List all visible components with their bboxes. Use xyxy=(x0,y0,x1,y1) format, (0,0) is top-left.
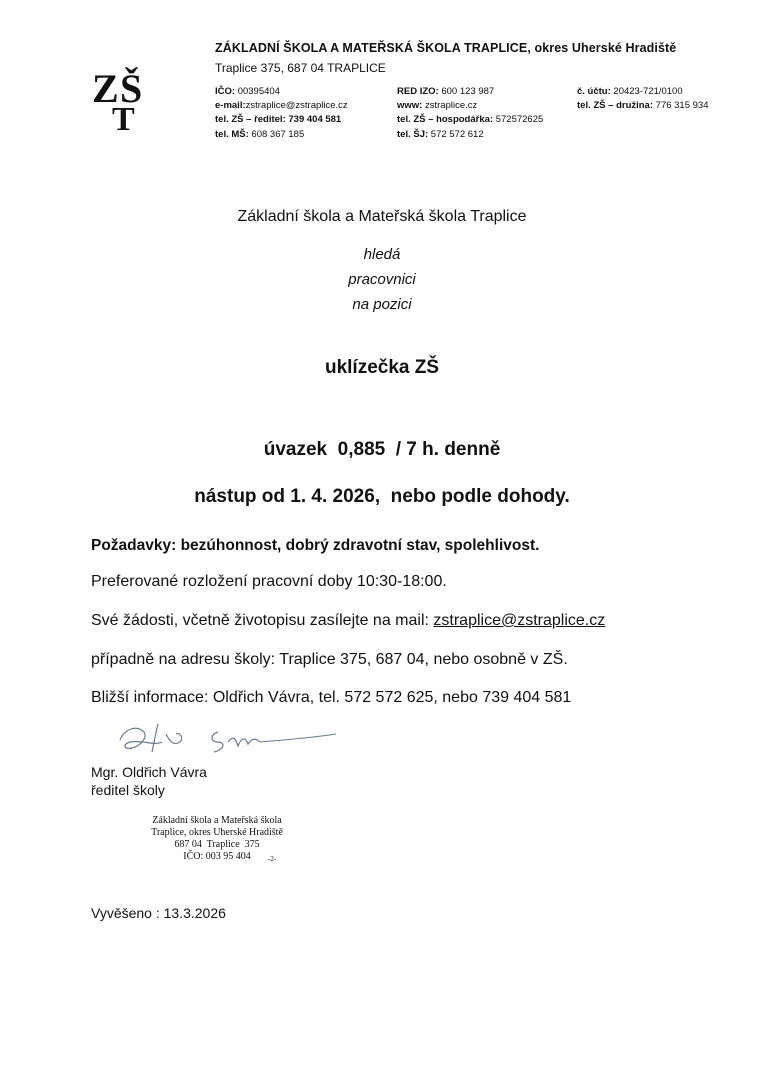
info-line: Bližší informace: Oldřich Vávra, tel. 572 572 625, nebo 739 404 581 xyxy=(91,689,572,706)
seeks-line: hledá xyxy=(363,246,401,263)
job-title: uklízečka ZŠ xyxy=(324,357,440,378)
contact-ico: IČO: 00395404 xyxy=(215,86,280,97)
contact-red-izo: RED IZO: 600 123 987 xyxy=(397,86,495,97)
stamp-line-3: 687 04 Traplice 375 xyxy=(174,839,260,850)
apply-text: Své žádosti, včetně životopisu zasílejte na mail: xyxy=(91,612,434,629)
workload-line: úvazek 0,885 / 7 h. denně xyxy=(263,439,501,460)
start-date-line: nástup od 1. 4. 2026, nebo podle dohody. xyxy=(194,486,570,507)
contact-email: e-mail:zstraplice@zstraplice.cz xyxy=(215,100,348,112)
intro-line: Základní škola a Mateřská škola Traplice xyxy=(237,208,527,225)
apply-email-link[interactable]: zstraplice@zstraplice.cz xyxy=(433,612,606,629)
position-label: na pozici xyxy=(352,296,412,313)
address-line: případně na adresu školy: Traplice 375, 687 04, nebo osobně v ZŠ. xyxy=(91,651,568,668)
posted-date: Vyvěšeno : 13.3.2026 xyxy=(91,905,226,921)
contact-ms-phone: tel. MŠ: 608 367 185 xyxy=(215,128,305,140)
signatory-role: ředitel školy xyxy=(91,782,165,798)
school-name: ZÁKLADNÍ ŠKOLA A MATEŘSKÁ ŠKOLA TRAPLICE, okres Uherské Hradiště xyxy=(215,41,677,55)
worker-line: pracovnici xyxy=(348,271,416,288)
contact-account: č. účtu: 20423-721/0100 xyxy=(577,86,683,97)
stamp-line-1: Základní škola a Mateřská škola xyxy=(152,815,282,826)
contacts-column-1 xyxy=(215,85,348,142)
stamp-line-2: Traplice, okres Uherské Hradiště xyxy=(151,827,283,838)
school-logo xyxy=(90,62,170,134)
contact-director-phone: tel. ZŠ – ředitel: 739 404 581 xyxy=(215,114,342,126)
preferred-hours-line: Preferované rozložení pracovní doby 10:30-18:00. xyxy=(91,573,447,590)
stamp-line-4: IČO: 003 95 404 xyxy=(183,851,251,862)
signatory-name: Mgr. Oldřich Vávra xyxy=(91,764,207,780)
stamp-mark: -2- xyxy=(268,855,277,863)
svg-text:T: T xyxy=(112,101,135,134)
contact-afterschool-phone: tel. ZŠ – družina: 776 315 934 xyxy=(577,100,709,112)
school-stamp xyxy=(147,815,287,863)
apply-line xyxy=(91,612,605,630)
handwritten-signature xyxy=(110,712,340,762)
contacts-column-2 xyxy=(397,85,543,142)
contact-www: www: zstraplice.cz xyxy=(397,100,478,112)
school-address: Traplice 375, 687 04 TRAPLICE xyxy=(215,61,386,75)
contact-canteen-phone: tel. ŠJ: 572 572 612 xyxy=(397,128,484,140)
svg-text:Š: Š xyxy=(120,66,143,111)
svg-text:Z: Z xyxy=(92,66,119,111)
requirements-line: Požadavky: bezúhonnost, dobrý zdravotní stav, spolehlivost. xyxy=(91,537,540,554)
contact-accountant-phone: tel. ZŠ – hospodářka: 572572625 xyxy=(397,114,544,126)
contacts-column-3 xyxy=(577,85,709,113)
